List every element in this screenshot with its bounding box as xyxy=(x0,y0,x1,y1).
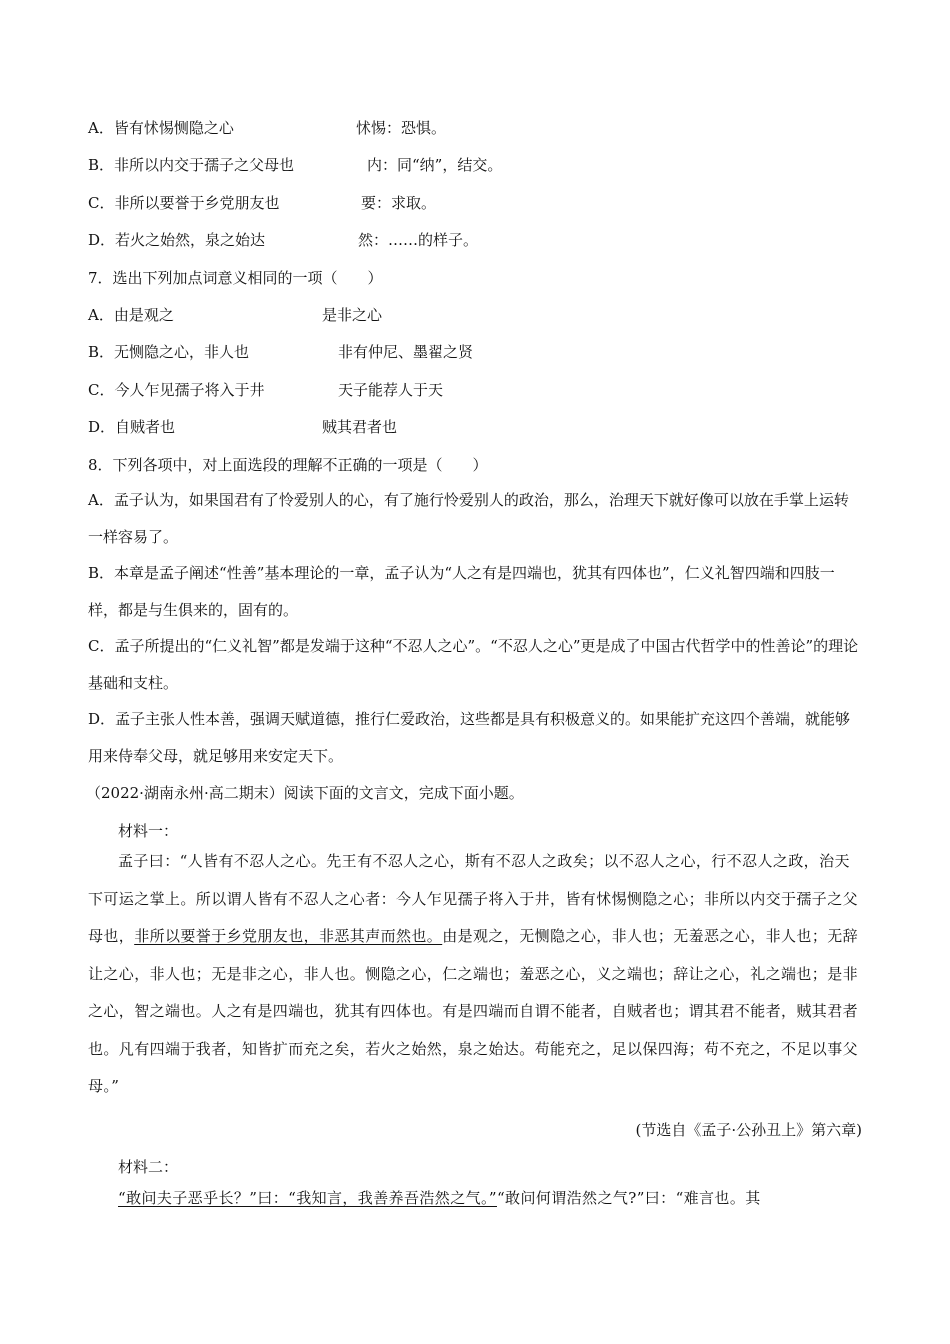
q7-option-d-right: 贼其君者也 xyxy=(322,418,398,436)
q6-gloss-a: 怵惕：恐惧。 xyxy=(356,119,447,137)
q7-option-a: A．由是观之 xyxy=(88,306,174,324)
reading-intro: （2022·湖南永州·高二期末）阅读下面的文言文，完成下面小题。 xyxy=(86,784,524,802)
material1-underlined-sentence: 非所以要誉于乡党朋友也，非恶其声而然也。 xyxy=(134,927,443,945)
q7-option-a-right: 是非之心 xyxy=(322,306,383,324)
q6-gloss-b: 内：同“纳”，结交。 xyxy=(367,156,503,174)
material2-title: 材料二： xyxy=(118,1158,179,1176)
q6-gloss-d: 然：……的样子。 xyxy=(358,231,479,249)
material2-underlined-sentence: “敢问夫子恶乎长？”曰：“我知言，我善养吾浩然之气。” xyxy=(118,1189,497,1207)
q6-option-d: D．若火之始然，泉之始达 xyxy=(88,231,266,249)
q7-option-c-right: 天子能荐人于天 xyxy=(338,381,444,399)
q8-option-b: B．本章是孟子阐述“性善”基本理论的一章，孟子认为“人之有是四端也，犹其有四体也”，仁义礼智四端和四肢一样，都是与生俱来的，固有的。 xyxy=(88,564,835,619)
material1-passage: 孟子曰：“人皆有不忍人之心。先王有不忍人之心，斯有不忍人之政矣；以不忍人之心，行不忍人之政，治天下可运之掌上。所以谓人皆有不忍人之心者：今人乍见孺子将入于井，皆有怵惕恻隐之心；非所以内交于孺子之父母也，非所以要誉于乡党朋友也，非恶其声而然也。由是观之，无恻隐之心，非人也；无羞恶之心，非人也；无辞让之心，非人也；无是非之心，非人也。恻隐之心，仁之端也；羞恶之心，义之端也；辞让之心，礼之端也；是非之心，智之端也。人之有是四端也，犹其有四体也。有是四端而自谓不能者，自贼者也；谓其君不能者，贼其君者也。凡有四端于我者，知皆扩而充之矣，若火之始然，泉之始达。苟能充之，足以保四海；苟不充之，不足以事父母。” xyxy=(88,852,859,1095)
q8-option-c: C．孟子所提出的“仁义礼智”都是发端于这种“不忍人之心”。“不忍人之心”更是成了中国古代哲学中的性善论”的理论基础和支柱。 xyxy=(88,637,859,692)
q6-gloss-c: 要：求取。 xyxy=(361,194,437,212)
q6-option-c: C．非所以要誉于乡党朋友也 xyxy=(88,194,280,212)
q7-option-d: D．自贼者也 xyxy=(88,418,176,436)
q7-stem: 7．选出下列加点词意义相同的一项（ ） xyxy=(88,269,383,287)
q8-option-d: D．孟子主张人性本善，强调天赋道德，推行仁爱政治，这些都是具有积极意义的。如果能扩充这四个善端，就能够用来侍奉父母，就足够用来安定天下。 xyxy=(88,710,851,765)
q6-option-b: B．非所以内交于孺子之父母也 xyxy=(88,156,295,174)
q7-option-b: B．无恻隐之心，非人也 xyxy=(88,343,250,361)
material1-source: (节选自《孟子·公孙丑上》第六章) xyxy=(635,1121,862,1139)
q6-option-a: A．皆有怵惕恻隐之心 xyxy=(88,119,234,137)
q8-option-a: A．孟子认为，如果国君有了怜爱别人的心，有了施行怜爱别人的政治，那么，治理天下就好像可以放在手掌上运转一样容易了。 xyxy=(88,491,849,546)
material2-passage: “敢问夫子恶乎长？”曰：“我知言，我善养吾浩然之气。”“敢问何谓浩然之气?”曰：“难言也。其 xyxy=(118,1189,761,1207)
q7-option-b-right: 非有仲尼、墨翟之贤 xyxy=(338,343,474,361)
q7-option-c: C．今人乍见孺子将入于井 xyxy=(88,381,265,399)
material1-title: 材料一： xyxy=(118,822,179,840)
q8-stem: 8．下列各项中，对上面选段的理解不正确的一项是（ ） xyxy=(88,456,488,474)
